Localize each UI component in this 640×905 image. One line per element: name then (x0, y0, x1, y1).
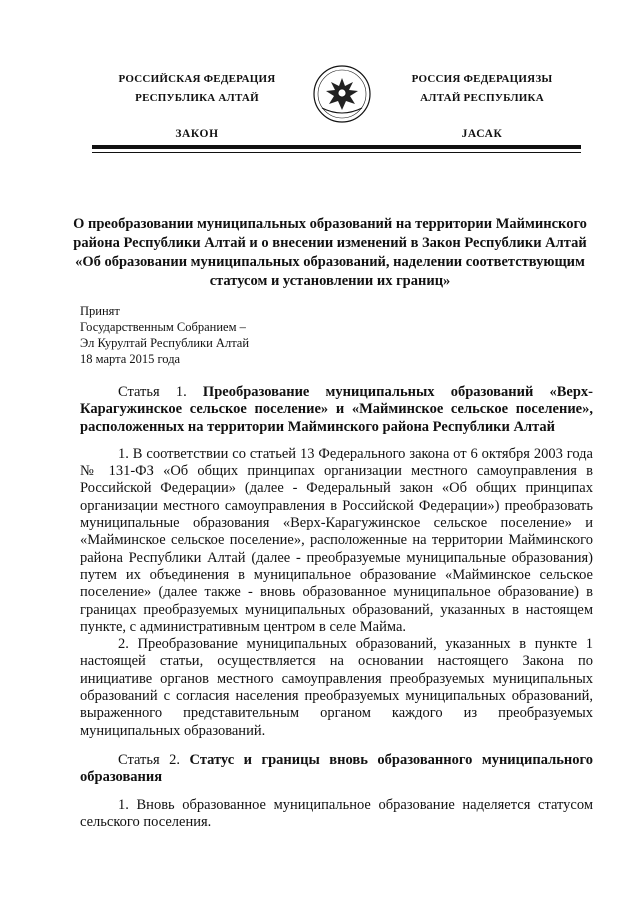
header-rule-thin (92, 152, 581, 153)
law-body (80, 384, 593, 831)
article-1-title: Преобразование муниципальных образований «Верх-Карагужинское сельское поселение» и «Майминское сельское поселение», расположенных на территории Майминского района Республики Алтай (80, 384, 593, 435)
adoption-note (80, 303, 340, 367)
header-right (382, 70, 582, 144)
adoption-line3: Эл Курултай Республики Алтай (80, 336, 250, 350)
article-2-heading (80, 752, 593, 787)
article-2-title: Статус и границы вновь образованного муниципального образования (80, 751, 593, 786)
adoption-date: 18 марта 2015 года (80, 352, 181, 366)
article-1-label: Статья 1. (118, 384, 187, 400)
adoption-line2: Государственным Собранием – (80, 320, 246, 334)
coat-of-arms-emblem (308, 64, 376, 124)
article-2-label: Статья 2. (118, 751, 181, 768)
header-right-line1: РОССИЯ ФЕДЕРАЦИЯЗЫ (411, 73, 553, 85)
header-left-line2: РЕСПУБЛИКА АЛТАЙ (135, 92, 259, 104)
header-left (97, 70, 297, 144)
article-1-paragraph-2: 2. Преобразование муниципальных образований, указанных в пункте 1 настоящей статьи, осуществляется на основании настоящего Закона по инициативе органов местного самоуправления преобразуемых муниципальных образований с согласия населения преобразуемых муниципальных образований, выраженного представительным органом каждого из преобразуемых муниципальных образований. (80, 636, 593, 739)
header-left-law: ЗАКОН (175, 128, 219, 140)
header-rule-thick (92, 145, 581, 149)
article-1-heading (80, 384, 593, 436)
article-1-paragraph-1: 1. В соответствии со статьей 13 Федерального закона от 6 октября 2003 года № 131-ФЗ «Об общих принципах организации местного самоуправления в Российской Федерации» (далее - Федеральный закон «Об общих принципах организации местного самоуправления в Российской Федерации») преобразовать муниципальные образования «Верх-Карагужинское сельское поселение» и «Майминское сельское поселение», расположенные на территории Майминского района Республики Алтай (далее - преобразуемые муниципальные образования) путем их объединения в муниципальное образование «Майминское сельское поселение» (далее также - вновь образованное муниципальное образование) в границах преобразуемых муниципальных образований, указанных в настоящем пункте, с административным центром в селе Майма. (80, 445, 593, 635)
header-left-line1: РОССИЙСКАЯ ФЕДЕРАЦИЯ (118, 73, 276, 85)
header-right-line2: АЛТАЙ РЕСПУБЛИКА (420, 92, 544, 104)
law-title: О преобразовании муниципальных образований на территории Майминского района Республики Алтай и о внесении изменений в Закон Республики Алтай «Об образовании муниципальных образований, наделении соответствующим статусом и установлении их границ» (73, 216, 587, 289)
header-right-law: JАСАК (461, 128, 503, 140)
article-2-paragraph-1: 1. Вновь образованное муниципальное образование наделяется статусом сельского поселения. (80, 796, 593, 830)
adoption-line1: Принят (80, 304, 120, 318)
